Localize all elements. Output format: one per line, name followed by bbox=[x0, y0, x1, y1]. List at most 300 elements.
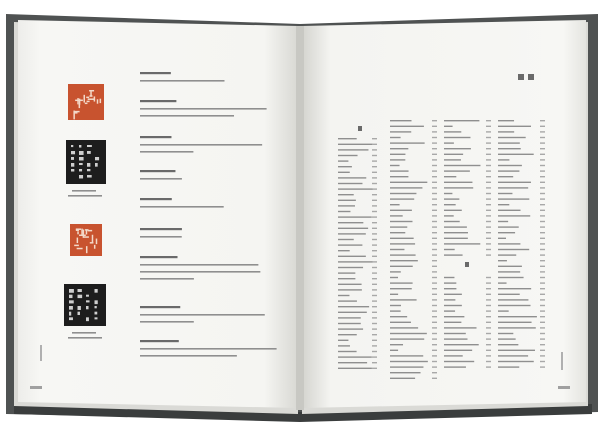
index-page-ref bbox=[432, 299, 437, 300]
index-page-ref bbox=[432, 372, 437, 373]
seal-carving bbox=[90, 91, 92, 95]
index-page-ref bbox=[432, 137, 437, 138]
index-page-ref bbox=[372, 149, 377, 150]
seal-carving bbox=[97, 99, 99, 103]
index-page-ref bbox=[540, 137, 545, 138]
index-page-ref bbox=[486, 210, 491, 211]
index-term bbox=[338, 205, 355, 206]
index-entry bbox=[338, 144, 377, 145]
index-term bbox=[498, 210, 521, 211]
index-term bbox=[498, 266, 522, 267]
index-page-ref bbox=[432, 120, 437, 121]
index-page-ref bbox=[372, 340, 377, 341]
index-page-ref bbox=[372, 228, 377, 229]
index-page-ref bbox=[372, 334, 377, 335]
index-term bbox=[338, 177, 366, 178]
index-page-ref bbox=[540, 350, 545, 351]
seal-carving bbox=[84, 95, 86, 103]
index-term bbox=[498, 322, 532, 323]
index-page-ref bbox=[540, 243, 545, 244]
index-page-ref bbox=[372, 278, 377, 279]
index-page-ref bbox=[372, 216, 377, 217]
index-page-ref bbox=[372, 272, 377, 273]
index-term bbox=[390, 260, 418, 261]
index-page-ref bbox=[540, 170, 545, 171]
index-page-ref bbox=[432, 271, 437, 272]
index-page-ref bbox=[372, 250, 377, 251]
seal-carving bbox=[86, 97, 89, 99]
index-term bbox=[390, 204, 400, 205]
index-term bbox=[498, 142, 520, 143]
index-term bbox=[338, 222, 363, 223]
left-page-number bbox=[30, 386, 42, 389]
index-term bbox=[338, 300, 357, 301]
rubbing-glyph bbox=[79, 163, 83, 165]
index-term bbox=[390, 378, 415, 379]
seal-carving bbox=[96, 239, 98, 245]
index-term bbox=[498, 159, 509, 160]
index-term bbox=[498, 126, 531, 127]
index-term bbox=[498, 193, 512, 194]
index-term bbox=[338, 312, 367, 313]
rubbing-glyph bbox=[78, 295, 83, 298]
index-term bbox=[444, 226, 467, 227]
index-page-ref bbox=[372, 300, 377, 301]
index-term bbox=[338, 340, 348, 341]
index-term bbox=[338, 244, 362, 245]
index-page-ref bbox=[432, 159, 437, 160]
index-page-ref bbox=[372, 166, 377, 167]
index-page-ref bbox=[432, 187, 437, 188]
index-page-ref bbox=[432, 260, 437, 261]
seal-carving bbox=[94, 245, 96, 249]
rubbing-glyph bbox=[79, 169, 82, 171]
index-term bbox=[338, 368, 372, 369]
index-term bbox=[498, 282, 507, 283]
index-page-ref bbox=[540, 126, 545, 127]
index-page-ref bbox=[486, 282, 491, 283]
index-page-ref bbox=[372, 194, 377, 195]
index-term bbox=[338, 272, 355, 273]
index-page-ref bbox=[486, 366, 491, 367]
index-term bbox=[498, 232, 515, 233]
entry-heading bbox=[140, 136, 171, 138]
index-page-ref bbox=[540, 299, 545, 300]
rubbing-glyph bbox=[87, 145, 92, 147]
index-page-ref bbox=[540, 355, 545, 356]
index-page-ref bbox=[372, 222, 377, 223]
index-page-ref bbox=[540, 344, 545, 345]
index-page-ref bbox=[372, 211, 377, 212]
rubbing-glyph bbox=[79, 175, 83, 178]
index-page-ref bbox=[486, 232, 491, 233]
index-page-ref bbox=[486, 154, 491, 155]
index-term bbox=[338, 317, 361, 318]
index-term bbox=[338, 362, 367, 363]
index-page-ref bbox=[432, 361, 437, 362]
seal-carving bbox=[81, 229, 83, 236]
index-page-ref bbox=[432, 288, 437, 289]
index-term bbox=[498, 204, 509, 205]
entry-heading bbox=[140, 198, 172, 200]
index-page-ref bbox=[486, 316, 491, 317]
index-page-ref bbox=[540, 226, 545, 227]
index-page-ref bbox=[486, 344, 491, 345]
index-page-ref bbox=[432, 148, 437, 149]
rubbing-glyph bbox=[71, 169, 74, 172]
seal-carving bbox=[73, 111, 75, 120]
index-page-ref bbox=[372, 289, 377, 290]
index-page-ref bbox=[540, 266, 545, 267]
entry-text-line bbox=[140, 144, 262, 146]
book-gutter bbox=[296, 26, 304, 410]
rubbing-glyph bbox=[87, 151, 91, 154]
index-page-ref bbox=[432, 322, 437, 323]
section-letter-a bbox=[358, 126, 362, 131]
index-term bbox=[444, 327, 477, 328]
rubbing-glyph bbox=[95, 289, 98, 293]
index-term bbox=[498, 182, 531, 183]
index-term bbox=[498, 350, 535, 351]
index-page-ref bbox=[540, 294, 545, 295]
index-term bbox=[390, 126, 424, 127]
rubbing-glyph bbox=[86, 300, 90, 302]
index-term bbox=[498, 277, 524, 278]
index-term bbox=[338, 194, 354, 195]
index-page-ref bbox=[486, 299, 491, 300]
index-page-ref bbox=[372, 138, 377, 139]
index-page-ref bbox=[372, 356, 377, 357]
index-page-ref bbox=[486, 176, 491, 177]
index-page-ref bbox=[540, 221, 545, 222]
index-term bbox=[444, 344, 479, 345]
index-term bbox=[390, 198, 414, 199]
index-page-ref bbox=[432, 243, 437, 244]
index-term bbox=[498, 148, 521, 149]
rubbing-glyph bbox=[86, 295, 89, 297]
index-page-ref bbox=[540, 327, 545, 328]
index-term bbox=[338, 188, 373, 189]
index-page-ref bbox=[486, 221, 491, 222]
index-page-ref bbox=[372, 323, 377, 324]
index-page-ref bbox=[432, 294, 437, 295]
index-page-ref bbox=[432, 266, 437, 267]
index-page-ref bbox=[486, 204, 491, 205]
index-term bbox=[338, 250, 350, 251]
index-term bbox=[498, 361, 534, 362]
seal-carving bbox=[88, 98, 95, 100]
index-term bbox=[390, 243, 415, 244]
index-term bbox=[444, 187, 473, 188]
index-term bbox=[444, 277, 454, 278]
seal-carving bbox=[92, 235, 94, 244]
index-page-ref bbox=[432, 176, 437, 177]
index-term bbox=[444, 221, 460, 222]
index-term bbox=[498, 299, 528, 300]
rubbing-glyph bbox=[78, 289, 82, 292]
index-term bbox=[338, 228, 368, 229]
index-page-ref bbox=[540, 193, 545, 194]
index-page-ref bbox=[432, 226, 437, 227]
index-term bbox=[338, 267, 363, 268]
index-page-ref bbox=[372, 239, 377, 240]
index-term bbox=[444, 210, 462, 211]
index-term bbox=[498, 271, 520, 272]
seal-carving bbox=[76, 230, 79, 232]
index-term bbox=[390, 322, 411, 323]
index-term bbox=[338, 216, 372, 217]
rubbing-glyph bbox=[69, 306, 73, 310]
index-page-ref bbox=[540, 282, 545, 283]
entry-heading bbox=[140, 100, 176, 102]
index-page-ref bbox=[540, 120, 545, 121]
rubbing-glyph bbox=[69, 295, 72, 298]
index-term bbox=[444, 232, 468, 233]
index-page-ref bbox=[486, 198, 491, 199]
index-term bbox=[338, 144, 372, 145]
index-term bbox=[338, 172, 350, 173]
rubbing-glyph bbox=[71, 157, 74, 160]
index-term bbox=[390, 137, 401, 138]
entry-text-line bbox=[140, 314, 265, 316]
index-page-ref bbox=[540, 249, 545, 250]
seal-carving bbox=[85, 103, 88, 105]
index-term bbox=[444, 215, 454, 216]
index-term bbox=[498, 305, 531, 306]
index-term bbox=[390, 159, 405, 160]
index-page-ref bbox=[372, 312, 377, 313]
index-page-ref bbox=[432, 210, 437, 211]
index-page-ref bbox=[372, 160, 377, 161]
rubbing-glyph bbox=[87, 175, 92, 178]
index-term bbox=[444, 254, 463, 255]
red-seal-impression bbox=[68, 84, 104, 120]
index-page-ref bbox=[540, 310, 545, 311]
index-page-ref bbox=[486, 226, 491, 227]
index-term bbox=[390, 327, 418, 328]
index-page-ref bbox=[432, 254, 437, 255]
index-page-ref bbox=[486, 277, 491, 278]
index-page-ref bbox=[540, 131, 545, 132]
entry-text-line bbox=[140, 348, 277, 350]
index-page-ref bbox=[432, 344, 437, 345]
red-seal-impression bbox=[70, 224, 102, 256]
index-page-ref bbox=[540, 322, 545, 323]
index-term bbox=[338, 295, 349, 296]
index-term bbox=[338, 278, 355, 279]
rubbing-glyph bbox=[69, 312, 71, 316]
index-page-ref bbox=[372, 205, 377, 206]
index-term bbox=[498, 249, 529, 250]
index-page-ref bbox=[486, 182, 491, 183]
entry-text-line bbox=[140, 321, 194, 323]
rubbing-glyph bbox=[78, 312, 80, 315]
index-term bbox=[390, 366, 423, 367]
entry-text-line bbox=[140, 178, 182, 180]
index-term bbox=[390, 361, 428, 362]
index-term bbox=[498, 344, 518, 345]
index-term bbox=[390, 266, 413, 267]
index-term bbox=[444, 126, 453, 127]
rubbing-glyph bbox=[69, 289, 74, 293]
index-page-ref bbox=[372, 328, 377, 329]
index-term bbox=[498, 327, 536, 328]
index-term bbox=[338, 200, 356, 201]
rubbing-glyph bbox=[86, 306, 89, 309]
index-term bbox=[498, 226, 519, 227]
entry-heading bbox=[140, 170, 175, 172]
index-term bbox=[390, 142, 425, 143]
index-page-ref bbox=[432, 193, 437, 194]
index-term bbox=[390, 148, 408, 149]
right-page-number bbox=[558, 386, 570, 389]
rubbing-glyph bbox=[95, 317, 98, 319]
index-page-ref bbox=[372, 144, 377, 145]
index-term bbox=[498, 310, 509, 311]
index-page-ref bbox=[432, 142, 437, 143]
index-term bbox=[390, 187, 422, 188]
section-letter-b bbox=[465, 262, 469, 267]
index-page-ref bbox=[432, 221, 437, 222]
index-term bbox=[444, 243, 480, 244]
entry-text-line bbox=[140, 236, 182, 238]
index-term bbox=[498, 187, 528, 188]
index-page-ref bbox=[540, 198, 545, 199]
index-term bbox=[444, 366, 466, 367]
index-term bbox=[338, 149, 368, 150]
index-page-ref bbox=[432, 249, 437, 250]
index-term bbox=[444, 154, 463, 155]
index-page-ref bbox=[432, 333, 437, 334]
entry-heading bbox=[140, 340, 179, 342]
rubbing-glyph bbox=[71, 145, 73, 147]
index-term bbox=[444, 142, 454, 143]
entry-text-line bbox=[140, 355, 237, 357]
index-page-ref bbox=[432, 350, 437, 351]
index-page-ref bbox=[486, 249, 491, 250]
index-term bbox=[444, 338, 467, 339]
index-term bbox=[498, 131, 514, 132]
seal-carving bbox=[74, 112, 77, 114]
index-term bbox=[498, 243, 520, 244]
index-page-ref bbox=[432, 355, 437, 356]
index-term bbox=[390, 221, 412, 222]
index-page-ref bbox=[540, 277, 545, 278]
seal-carving bbox=[86, 229, 88, 234]
index-term bbox=[338, 155, 358, 156]
index-page-ref bbox=[540, 142, 545, 143]
index-page-ref bbox=[540, 148, 545, 149]
index-term bbox=[444, 182, 472, 183]
index-term bbox=[498, 176, 513, 177]
rubbing-glyph bbox=[95, 157, 99, 160]
index-term bbox=[338, 356, 372, 357]
index-term bbox=[498, 288, 531, 289]
index-page-ref bbox=[372, 362, 377, 363]
index-page-ref bbox=[486, 327, 491, 328]
index-page-ref bbox=[486, 355, 491, 356]
index-term bbox=[444, 170, 470, 171]
index-term bbox=[338, 284, 362, 285]
index-page-ref bbox=[540, 215, 545, 216]
index-page-ref bbox=[540, 316, 545, 317]
index-term bbox=[390, 333, 427, 334]
rubbing-glyph bbox=[95, 312, 98, 315]
index-term bbox=[338, 239, 354, 240]
index-page-ref bbox=[486, 350, 491, 351]
seal-caption-line bbox=[68, 337, 102, 339]
index-page-ref bbox=[372, 306, 377, 307]
index-page-ref bbox=[432, 316, 437, 317]
index-term bbox=[444, 322, 461, 323]
index-page-ref bbox=[540, 288, 545, 289]
rubbing-glyph bbox=[87, 163, 90, 167]
index-page-ref bbox=[372, 155, 377, 156]
seal-carving bbox=[79, 104, 81, 108]
index-term bbox=[444, 165, 480, 166]
index-term bbox=[338, 256, 366, 257]
index-page-ref bbox=[432, 154, 437, 155]
entry-text-line bbox=[140, 271, 260, 273]
index-term bbox=[390, 165, 400, 166]
rubbing-glyph bbox=[86, 317, 89, 321]
index-page-ref bbox=[540, 159, 545, 160]
index-page-ref bbox=[540, 182, 545, 183]
index-term bbox=[390, 226, 407, 227]
index-entry bbox=[338, 368, 377, 369]
index-page-ref bbox=[486, 338, 491, 339]
seal-carving bbox=[86, 246, 88, 253]
index-page-ref bbox=[486, 322, 491, 323]
index-term bbox=[390, 210, 412, 211]
entry-text-line bbox=[140, 80, 224, 82]
index-page-ref bbox=[540, 204, 545, 205]
index-term bbox=[390, 350, 398, 351]
index-term bbox=[444, 198, 459, 199]
rubbing-glyph bbox=[79, 151, 84, 155]
index-page-ref bbox=[372, 295, 377, 296]
index-term bbox=[390, 299, 417, 300]
index-page-ref bbox=[432, 198, 437, 199]
index-page-ref bbox=[486, 137, 491, 138]
entry-heading bbox=[140, 228, 182, 230]
rubbing-glyph bbox=[69, 300, 74, 303]
index-page-ref bbox=[540, 165, 545, 166]
index-term bbox=[390, 271, 401, 272]
seal-carving bbox=[84, 236, 89, 238]
index-page-ref bbox=[486, 305, 491, 306]
index-page-ref bbox=[372, 172, 377, 173]
index-term bbox=[444, 176, 456, 177]
index-page-ref bbox=[540, 260, 545, 261]
index-page-ref bbox=[486, 361, 491, 362]
index-page-ref bbox=[540, 187, 545, 188]
index-page-ref bbox=[372, 233, 377, 234]
index-page-ref bbox=[432, 232, 437, 233]
index-page-ref bbox=[432, 126, 437, 127]
seal-carving bbox=[100, 99, 102, 103]
seal-carving bbox=[77, 98, 79, 104]
index-term bbox=[390, 316, 407, 317]
entry-text-line bbox=[140, 108, 267, 110]
index-page-ref bbox=[540, 238, 545, 239]
index-page-ref bbox=[432, 215, 437, 216]
seal-caption-line bbox=[68, 195, 102, 197]
index-page-ref bbox=[372, 183, 377, 184]
seal-carving bbox=[88, 230, 92, 232]
index-page-ref bbox=[432, 338, 437, 339]
index-term bbox=[444, 294, 462, 295]
